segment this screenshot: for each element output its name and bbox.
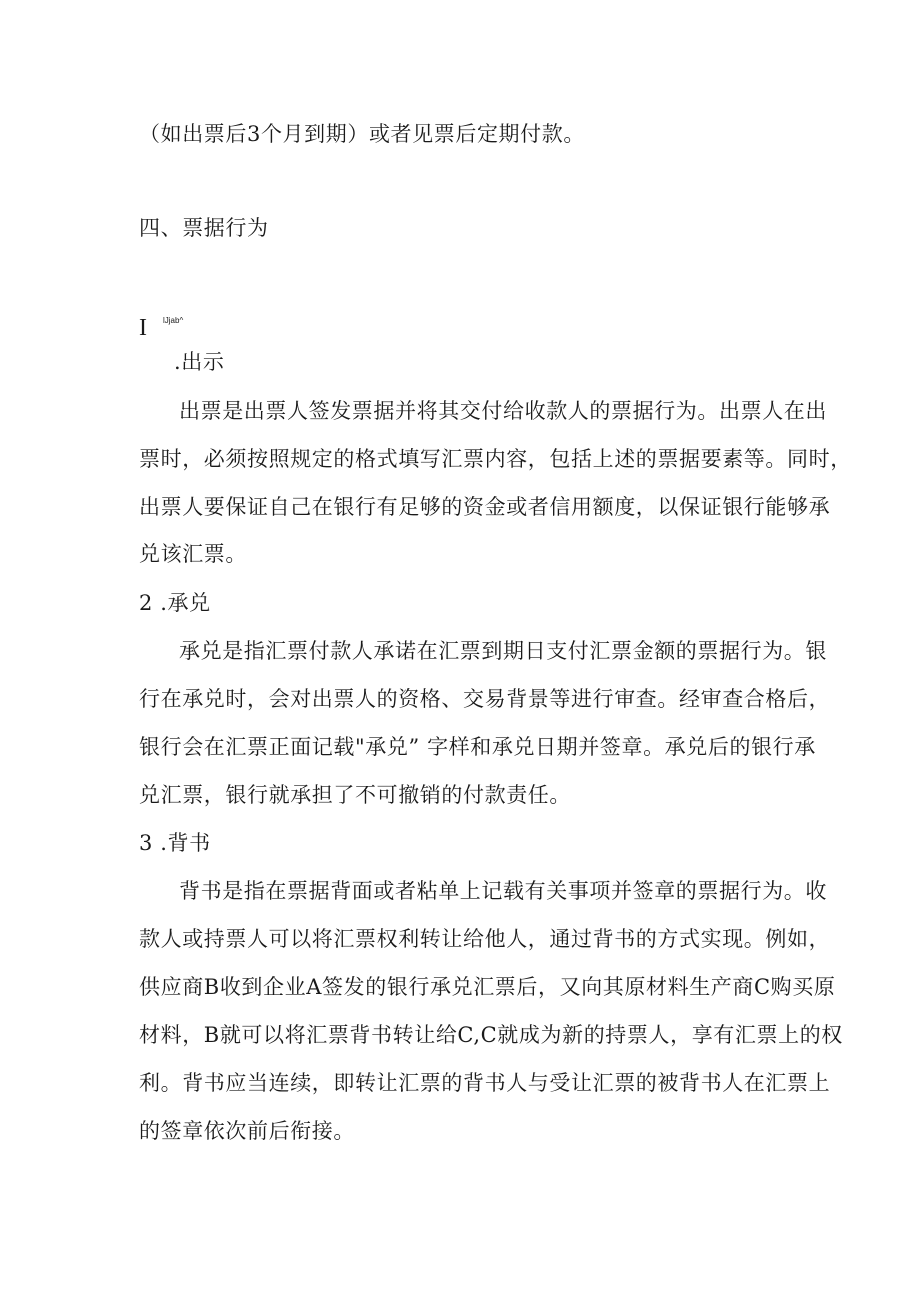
paragraph-line: 利。背书应当连续，即转让汇票的背书人与受让汇票的被背书人在汇票上 bbox=[139, 1071, 831, 1095]
paragraph-line: 出票是出票人签发票据并将其交付给收款人的票据行为。出票人在出 bbox=[179, 399, 827, 423]
item-heading-acceptance: 2 .承兑 bbox=[139, 591, 211, 615]
continuation-line: （如出票后3个月到期）或者见票后定期付款。 bbox=[139, 122, 585, 146]
paragraph-line: 款人或持票人可以将汇票权利转让给他人，通过背书的方式实现。例如， bbox=[139, 927, 831, 951]
paragraph-line: 的签章依次前后衔接。 bbox=[139, 1119, 355, 1143]
section-heading: 四、票据行为 bbox=[139, 216, 269, 240]
paragraph-line: 兑该汇票。 bbox=[139, 542, 247, 566]
paragraph-line: 票时，必须按照规定的格式填写汇票内容，包括上述的票据要素等。同时， bbox=[139, 447, 852, 471]
item-heading-endorsement: 3 .背书 bbox=[139, 831, 211, 855]
stray-marker-big: I bbox=[139, 315, 147, 341]
paragraph-line: 材料，B就可以将汇票背书转让给C,C就成为新的持票人，享有汇票上的权 bbox=[139, 1023, 843, 1047]
paragraph-line: 背书是指在票据背面或者粘单上记载有关事项并签章的票据行为。收 bbox=[179, 879, 827, 903]
item-heading-issue: .出示 bbox=[174, 350, 225, 374]
paragraph-line: 行在承兑时，会对出票人的资格、交易背景等进行审查。经审查合格后， bbox=[139, 687, 831, 711]
paragraph-line: 银行会在汇票正面记载"承兑” 字样和承兑日期并签章。承兑后的银行承 bbox=[139, 735, 816, 759]
paragraph-line: 出票人要保证自己在银行有足够的资金或者信用额度，以保证银行能够承 bbox=[139, 495, 831, 519]
paragraph-line: 供应商B收到企业A签发的银行承兑汇票后，又向其原材料生产商C购买原 bbox=[139, 975, 836, 999]
paragraph-line: 兑汇票，银行就承担了不可撤销的付款责任。 bbox=[139, 783, 571, 807]
paragraph-line: 承兑是指汇票付款人承诺在汇票到期日支付汇票金额的票据行为。银 bbox=[179, 639, 827, 663]
stray-marker-small: lJjab^ bbox=[163, 316, 184, 325]
